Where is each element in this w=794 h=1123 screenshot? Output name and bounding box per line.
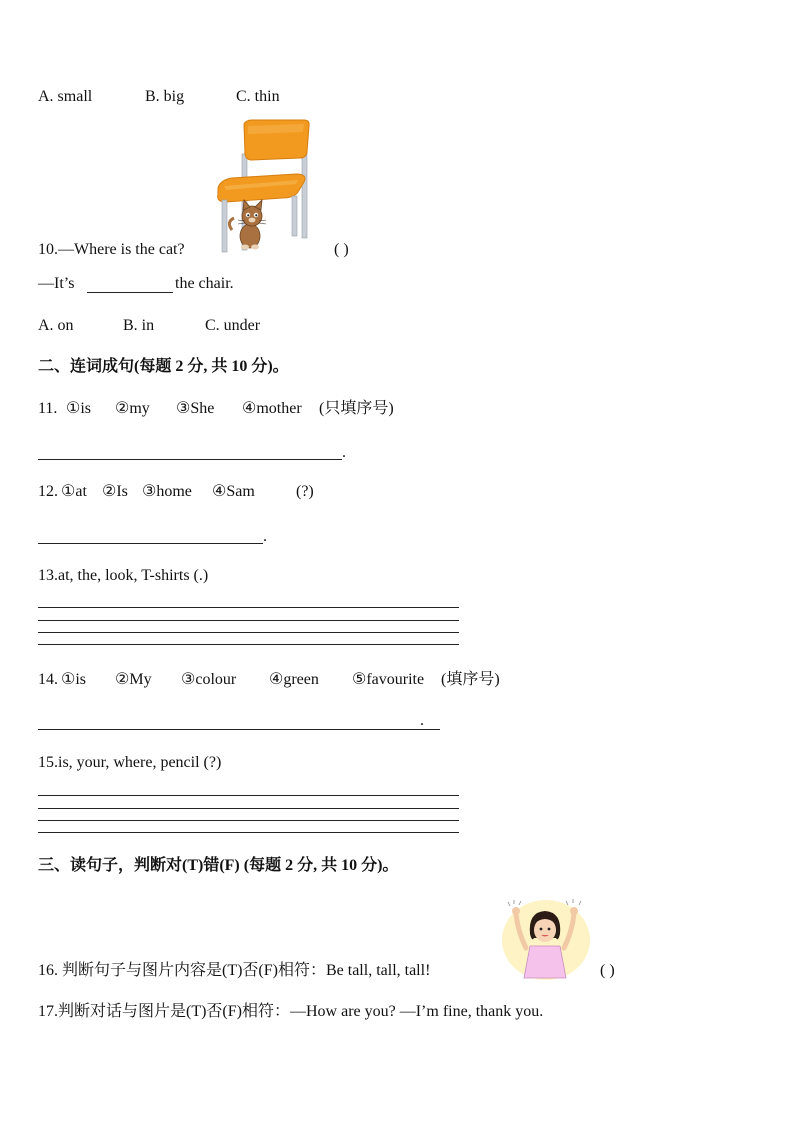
q12-word-1: ①at: [61, 483, 87, 500]
q15-text: 15.is, your, where, pencil (?): [38, 754, 222, 771]
q16-text: 16. 判断句子与图片内容是(T)否(F)相符：Be tall, tall, tall!: [38, 962, 431, 979]
q14-note: (填序号): [441, 671, 500, 688]
q10-option-a: A. on: [38, 317, 74, 334]
q11-word-2: ②my: [115, 400, 150, 417]
q14-word-2: ②My: [115, 671, 152, 688]
q13-answer-line-3[interactable]: [38, 632, 459, 633]
q12-note: (?): [296, 483, 314, 500]
section-2-heading: 二、连词成句(每题 2 分, 共 10 分)。: [38, 358, 289, 375]
q11-word-1: ①is: [66, 400, 92, 417]
chair-with-cat-image: [212, 118, 316, 254]
q11-note: (只填序号): [319, 400, 394, 417]
q15-answer-line-1[interactable]: [38, 795, 459, 796]
q14-word-1: ①is: [61, 671, 87, 688]
q17-text: 17.判断对话与图片是(T)否(F)相符：—How are you? —I’m fine, thank you.: [38, 1003, 544, 1020]
q13-text: 13.at, the, look, T-shirts (.): [38, 567, 209, 584]
q14-word-4: ④green: [269, 671, 319, 688]
q14-answer-line[interactable]: [38, 729, 440, 730]
q14-end-mark: .: [420, 712, 424, 729]
q10-answer-paren[interactable]: ( ): [334, 241, 349, 258]
q12-number: 12.: [38, 483, 58, 500]
q10-blank-line[interactable]: [87, 292, 173, 293]
q12-word-3: ③home: [142, 483, 192, 500]
q9-option-b: B. big: [145, 88, 185, 105]
q15-answer-line-3[interactable]: [38, 820, 459, 821]
q9-option-a: A. small: [38, 88, 93, 105]
section-3-heading: 三、读句子，判断对(T)错(F) (每题 2 分, 共 10 分)。: [38, 857, 399, 874]
q13-answer-line-2[interactable]: [38, 620, 459, 621]
q11-word-4: ④mother: [242, 400, 302, 417]
q11-end-mark: .: [342, 444, 346, 461]
q16-answer-paren[interactable]: ( ): [600, 962, 615, 979]
q13-answer-line-1[interactable]: [38, 607, 459, 608]
q10-answer-suffix: the chair.: [175, 275, 234, 292]
q10-question: 10.—Where is the cat?: [38, 241, 185, 258]
q12-end-mark: .: [263, 528, 267, 545]
q12-word-4: ④Sam: [212, 483, 255, 500]
q10-answer-prefix: —It’s: [38, 275, 75, 292]
q14-number: 14.: [38, 671, 58, 688]
q15-answer-line-4[interactable]: [38, 832, 459, 833]
q14-word-3: ③colour: [181, 671, 237, 688]
q12-word-2: ②Is: [102, 483, 128, 500]
q11-word-3: ③She: [176, 400, 215, 417]
q11-answer-line[interactable]: [38, 459, 342, 460]
q13-answer-line-4[interactable]: [38, 644, 459, 645]
q11-number: 11.: [38, 400, 58, 417]
q10-option-c: C. under: [205, 317, 261, 334]
q9-option-c: C. thin: [236, 88, 280, 105]
girl-arms-raised-image: [502, 898, 590, 980]
q14-word-5: ⑤favourite: [352, 671, 425, 688]
cat-icon: [229, 200, 266, 250]
q15-answer-line-2[interactable]: [38, 808, 459, 809]
q12-answer-line[interactable]: [38, 543, 263, 544]
q10-option-b: B. in: [123, 317, 155, 334]
